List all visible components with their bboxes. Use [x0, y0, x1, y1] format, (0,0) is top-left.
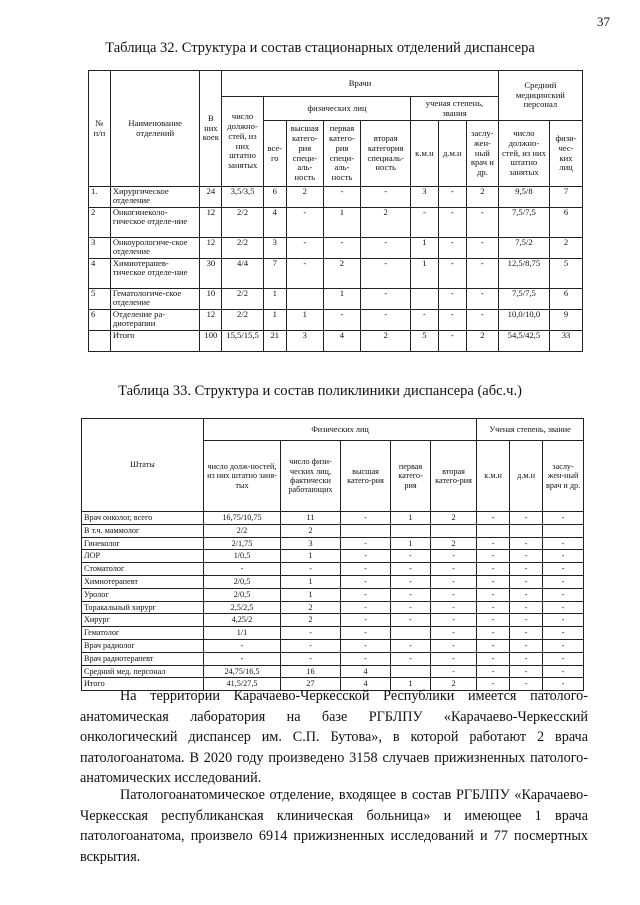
cell-name: Средний мед. персонал — [82, 665, 204, 678]
cell-first: 4 — [323, 331, 360, 352]
paragraph-pathology-lab: На территории Карачаево-Черкесской Республики имеется патолого-анатомическая лаборатория на базе РГБЛПУ «Карачаево-Черкесский онкологический диспансер им. С.П. Бутова», в которой работают 2 врача патологоанатома. В 2020 году произведено 3158 случаев прижизненных патолого-анатомических исследований. — [80, 688, 588, 786]
cell-first: 1 — [391, 512, 431, 525]
t32-head-dmn: д.м.н — [438, 121, 466, 187]
t32-head-first: первая катего-рия специ-аль-ность — [323, 121, 360, 187]
cell-num: 4 — [89, 259, 111, 289]
table-row — [82, 512, 584, 525]
t33-head-honored: заслу-жен-ный врач и др. — [543, 441, 584, 512]
cell-kmn: - — [477, 512, 510, 525]
cell-persons: 2 — [281, 524, 341, 537]
cell-highest: - — [341, 614, 391, 627]
cell-positions: - — [204, 639, 281, 652]
cell-highest: - — [341, 512, 391, 525]
t32-head-phys: физических лиц — [263, 97, 410, 121]
cell-second: - — [431, 550, 477, 563]
cell-kmn: - — [411, 208, 438, 238]
cell-kmn: - — [477, 601, 510, 614]
cell-total: 7 — [263, 259, 286, 289]
cell-persons: 2 — [281, 614, 341, 627]
t32-head-second: вторая категория специаль-ность — [361, 121, 411, 187]
table-row — [82, 575, 584, 588]
cell-persons: 1 — [281, 550, 341, 563]
t33-head-kmn: к.м.н — [477, 441, 510, 512]
cell-name: Химиотерапев-тическое отделе-ние — [110, 259, 200, 289]
cell-positions: 15,5/15,5 — [222, 331, 264, 352]
cell-positions: - — [204, 652, 281, 665]
cell-first: 2 — [323, 259, 360, 289]
cell-name: ЛОР — [82, 550, 204, 563]
cell-positions: 2/2 — [222, 208, 264, 238]
table-row — [82, 639, 584, 652]
cell-total: 1 — [263, 310, 286, 331]
cell-highest — [341, 524, 391, 537]
cell-honored: - — [543, 550, 584, 563]
cell-middle-phys: 6 — [550, 208, 583, 238]
table-row — [82, 627, 584, 640]
t32-head-middle-positions: число должно-стей, из них штатно занятых — [498, 121, 549, 187]
cell-positions: 1/0,5 — [204, 550, 281, 563]
cell-positions: 16,75/10,75 — [204, 512, 281, 525]
cell-second: - — [431, 563, 477, 576]
cell-positions: 4,25/2 — [204, 614, 281, 627]
cell-num: 6 — [89, 310, 111, 331]
cell-name: Итого — [110, 331, 200, 352]
cell-first — [391, 627, 431, 640]
cell-second: - — [361, 187, 411, 208]
cell-name: Торакальный хирург — [82, 601, 204, 614]
cell-middle-positions: 12,5/8,75 — [498, 259, 549, 289]
cell-dmn: - — [438, 289, 466, 310]
cell-highest: - — [341, 588, 391, 601]
t33-head-persons: число физи-ческих лиц, фактически работающих — [281, 441, 341, 512]
cell-name: Онкоурологиче-ское отделение — [110, 238, 200, 259]
cell-persons: - — [281, 639, 341, 652]
cell-positions: 41,5/27,5 — [204, 678, 281, 691]
cell-middle-phys: 9 — [550, 310, 583, 331]
cell-persons: 11 — [281, 512, 341, 525]
cell-middle-phys: 6 — [550, 289, 583, 310]
cell-persons: 2 — [281, 601, 341, 614]
cell-persons: 3 — [281, 537, 341, 550]
cell-num: 5 — [89, 289, 111, 310]
t32-head-doctors: Врачи — [222, 71, 498, 97]
cell-middle-positions: 7,5/2 — [498, 238, 549, 259]
cell-middle-positions: 10,0/10,0 — [498, 310, 549, 331]
cell-dmn: - — [510, 652, 543, 665]
cell-name: Гематолог — [82, 627, 204, 640]
cell-dmn: - — [510, 512, 543, 525]
cell-second: - — [361, 289, 411, 310]
table-row — [82, 537, 584, 550]
cell-name: Химиотерапевт — [82, 575, 204, 588]
cell-second: 2 — [361, 331, 411, 352]
cell-positions: 2/2 — [204, 524, 281, 537]
cell-highest: - — [286, 259, 323, 289]
cell-dmn: - — [510, 537, 543, 550]
cell-name: Итого — [82, 678, 204, 691]
table-row — [89, 208, 583, 238]
cell-honored: - — [467, 208, 499, 238]
table-row — [82, 614, 584, 627]
t33-head-highest: высшая катего-рия — [341, 441, 391, 512]
cell-name: Гематологиче-ское отделение — [110, 289, 200, 310]
cell-dmn: - — [438, 238, 466, 259]
cell-dmn: - — [510, 563, 543, 576]
cell-dmn: - — [438, 208, 466, 238]
cell-name: Отделение ра-диотерапии — [110, 310, 200, 331]
page-number: 37 — [597, 14, 610, 29]
t33-head-second: вторая катего-рия — [431, 441, 477, 512]
cell-name: Хирургическое отделение — [110, 187, 200, 208]
cell-kmn: - — [477, 575, 510, 588]
cell-first — [391, 665, 431, 678]
cell-positions: 1/1 — [204, 627, 281, 640]
cell-middle-phys: 2 — [550, 238, 583, 259]
paragraph-pathology-department: Патологоанатомическое отделение, входящее в состав РГБЛПУ «Карачаево-Черкесская республиканская клиническая больница» и имеющее 1 врача патологоанатома, произвело 6914 прижизненных исследований и 77 посмертных вскрытия. — [80, 787, 588, 865]
cell-dmn: - — [438, 310, 466, 331]
cell-name: Врач радиотерапевт — [82, 652, 204, 665]
cell-dmn: - — [510, 575, 543, 588]
cell-beds: 100 — [200, 331, 222, 352]
cell-name: Врач радиолог — [82, 639, 204, 652]
cell-persons: - — [281, 563, 341, 576]
cell-honored: - — [543, 588, 584, 601]
cell-name: Стоматолог — [82, 563, 204, 576]
cell-highest: 4 — [341, 665, 391, 678]
table-row — [82, 652, 584, 665]
table-row-total — [89, 331, 583, 352]
cell-name: Хирург — [82, 614, 204, 627]
table-row — [82, 601, 584, 614]
table-row — [89, 259, 583, 289]
t33-head-first: первая катего-рия — [391, 441, 431, 512]
cell-positions: 2/2 — [222, 289, 264, 310]
cell-second: - — [431, 652, 477, 665]
cell-dmn: - — [510, 639, 543, 652]
cell-second: - — [431, 639, 477, 652]
table-row — [82, 588, 584, 601]
cell-first: - — [391, 652, 431, 665]
table-row — [82, 563, 584, 576]
cell-persons: - — [281, 652, 341, 665]
table33-caption: Таблица 33. Структура и состав поликлиники диспансера (абс.ч.) — [118, 383, 522, 399]
cell-name: Онкогинеколо-гическое отделе-ние — [110, 208, 200, 238]
table33-polyclinic-staff — [81, 418, 584, 691]
cell-highest: - — [341, 639, 391, 652]
cell-first: 1 — [323, 208, 360, 238]
cell-kmn: 3 — [411, 187, 438, 208]
cell-honored: - — [543, 639, 584, 652]
cell-dmn: - — [510, 614, 543, 627]
cell-second: - — [431, 588, 477, 601]
cell-kmn: - — [477, 614, 510, 627]
cell-dmn: - — [438, 187, 466, 208]
cell-persons: 1 — [281, 575, 341, 588]
cell-second: - — [361, 259, 411, 289]
cell-persons: 27 — [281, 678, 341, 691]
cell-honored: - — [543, 652, 584, 665]
t33-head-positions: число долж-ностей, из них штатно заня-тых — [204, 441, 281, 512]
cell-second: - — [431, 627, 477, 640]
cell-second: 2 — [431, 512, 477, 525]
cell-kmn: - — [477, 627, 510, 640]
table-row — [89, 238, 583, 259]
t32-head-middle: Средний медицинский персонал — [498, 71, 582, 121]
cell-name: Уролог — [82, 588, 204, 601]
cell-positions: 3,5/3,5 — [222, 187, 264, 208]
cell-honored: - — [467, 310, 499, 331]
cell-first: - — [391, 563, 431, 576]
t32-head-highest: высшая катего-рия специ-аль-ность — [286, 121, 323, 187]
cell-positions: 2/0,5 — [204, 575, 281, 588]
cell-dmn: - — [510, 678, 543, 691]
cell-first: 1 — [391, 537, 431, 550]
cell-persons: 1 — [281, 588, 341, 601]
t32-head-beds: В них коек — [200, 71, 222, 187]
cell-positions: 2/0,5 — [204, 588, 281, 601]
cell-second: 2 — [431, 678, 477, 691]
cell-first: - — [391, 614, 431, 627]
cell-kmn: - — [477, 563, 510, 576]
cell-middle-positions: 54,5/42,5 — [498, 331, 549, 352]
t32-head-kmn: к.м.н — [411, 121, 438, 187]
cell-dmn: - — [510, 601, 543, 614]
cell-beds: 24 — [200, 187, 222, 208]
cell-second: 2 — [431, 537, 477, 550]
cell-highest: - — [341, 652, 391, 665]
cell-highest: 3 — [286, 331, 323, 352]
table-row — [89, 289, 583, 310]
cell-highest: - — [341, 575, 391, 588]
cell-num — [89, 331, 111, 352]
cell-middle-positions: 9,5/8 — [498, 187, 549, 208]
cell-kmn: - — [477, 537, 510, 550]
cell-total: 4 — [263, 208, 286, 238]
cell-kmn: 1 — [411, 259, 438, 289]
cell-num: 2 — [89, 208, 111, 238]
cell-second — [431, 524, 477, 537]
cell-kmn: - — [477, 588, 510, 601]
cell-middle-positions: 7,5/7,5 — [498, 208, 549, 238]
cell-honored: - — [467, 259, 499, 289]
t33-head-staff: Штаты — [82, 419, 204, 512]
cell-highest — [286, 289, 323, 310]
cell-second: - — [431, 614, 477, 627]
cell-honored: - — [543, 563, 584, 576]
cell-positions: 4/4 — [222, 259, 264, 289]
cell-first — [391, 524, 431, 537]
cell-first: 1 — [323, 289, 360, 310]
cell-honored: - — [543, 537, 584, 550]
t32-head-num: № п/п — [89, 71, 111, 187]
cell-kmn: - — [477, 550, 510, 563]
cell-second: - — [431, 601, 477, 614]
cell-beds: 12 — [200, 208, 222, 238]
t33-head-dmn: д.м.н — [510, 441, 543, 512]
table-row — [89, 310, 583, 331]
cell-total: 6 — [263, 187, 286, 208]
cell-dmn: - — [510, 588, 543, 601]
cell-total: 3 — [263, 238, 286, 259]
cell-total: 21 — [263, 331, 286, 352]
cell-honored: - — [467, 238, 499, 259]
cell-dmn: - — [510, 550, 543, 563]
cell-persons: 16 — [281, 665, 341, 678]
cell-dmn — [510, 524, 543, 537]
cell-highest: - — [341, 601, 391, 614]
cell-highest: 2 — [286, 187, 323, 208]
cell-positions: 2/2 — [222, 310, 264, 331]
cell-kmn: - — [477, 678, 510, 691]
cell-num: 3 — [89, 238, 111, 259]
cell-middle-phys: 33 — [550, 331, 583, 352]
table-row — [82, 550, 584, 563]
cell-dmn: - — [438, 259, 466, 289]
cell-first: - — [391, 588, 431, 601]
cell-highest: - — [286, 238, 323, 259]
t32-head-staff-positions: число должно-стей, из них штатно занятых — [222, 97, 264, 187]
cell-highest: 4 — [341, 678, 391, 691]
cell-middle-phys: 7 — [550, 187, 583, 208]
cell-dmn: - — [510, 665, 543, 678]
cell-positions: 2,5/2,5 — [204, 601, 281, 614]
cell-honored: - — [543, 575, 584, 588]
cell-first: - — [323, 310, 360, 331]
cell-middle-positions: 7,5/7,5 — [498, 289, 549, 310]
cell-first: - — [391, 639, 431, 652]
cell-second: 2 — [361, 208, 411, 238]
cell-beds: 30 — [200, 259, 222, 289]
cell-beds: 12 — [200, 238, 222, 259]
table-row — [82, 665, 584, 678]
cell-highest: - — [286, 208, 323, 238]
table32-inpatient-departments — [88, 70, 583, 352]
cell-positions: 2/1,75 — [204, 537, 281, 550]
t32-head-middle-phys: физи-чес-ких лиц — [550, 121, 583, 187]
table-row — [89, 187, 583, 208]
t33-head-degree: Ученая степень, звание — [477, 419, 584, 441]
cell-honored: - — [543, 665, 584, 678]
cell-first: - — [391, 550, 431, 563]
cell-kmn: - — [477, 639, 510, 652]
cell-second: - — [431, 575, 477, 588]
cell-second: - — [431, 665, 477, 678]
cell-kmn — [477, 524, 510, 537]
cell-positions: - — [204, 563, 281, 576]
cell-kmn: - — [477, 665, 510, 678]
t32-head-degree: ученая степень, звания — [411, 97, 498, 121]
cell-highest: - — [341, 563, 391, 576]
cell-beds: 10 — [200, 289, 222, 310]
cell-dmn: - — [510, 627, 543, 640]
cell-dmn: - — [438, 331, 466, 352]
cell-first: 1 — [391, 678, 431, 691]
cell-first: - — [323, 187, 360, 208]
t32-head-total: все-го — [263, 121, 286, 187]
cell-middle-phys: 5 — [550, 259, 583, 289]
t33-head-phys: Физических лиц — [204, 419, 477, 441]
cell-positions: 24,75/16,5 — [204, 665, 281, 678]
cell-honored: - — [543, 627, 584, 640]
cell-second: - — [361, 238, 411, 259]
table32-caption: Таблица 32. Структура и состав стационарных отделений диспансера — [105, 40, 535, 56]
cell-honored: - — [467, 289, 499, 310]
t32-head-honored: заслу-жен-ный врач и др. — [467, 121, 499, 187]
cell-num: 1. — [89, 187, 111, 208]
cell-highest: - — [341, 627, 391, 640]
cell-kmn: 5 — [411, 331, 438, 352]
cell-honored — [543, 524, 584, 537]
cell-first: - — [323, 238, 360, 259]
cell-name: В т.ч. маммолог — [82, 524, 204, 537]
cell-persons: - — [281, 627, 341, 640]
cell-honored: 2 — [467, 187, 499, 208]
cell-positions: 2/2 — [222, 238, 264, 259]
table-row — [82, 524, 584, 537]
cell-highest: 1 — [286, 310, 323, 331]
cell-honored: - — [543, 512, 584, 525]
cell-kmn: 1 — [411, 238, 438, 259]
cell-highest: - — [341, 550, 391, 563]
cell-kmn — [411, 289, 438, 310]
cell-honored: - — [543, 678, 584, 691]
cell-honored: - — [543, 614, 584, 627]
t32-head-name: Наименование отделений — [110, 71, 200, 187]
cell-kmn: - — [411, 310, 438, 331]
cell-honored: - — [543, 601, 584, 614]
cell-first: - — [391, 601, 431, 614]
cell-name: Гинеколог — [82, 537, 204, 550]
cell-highest: - — [341, 537, 391, 550]
cell-kmn: - — [477, 652, 510, 665]
cell-honored: 2 — [467, 331, 499, 352]
cell-beds: 12 — [200, 310, 222, 331]
cell-name: Врач онколог, всего — [82, 512, 204, 525]
cell-first: - — [391, 575, 431, 588]
cell-total: 1 — [263, 289, 286, 310]
cell-second: - — [361, 310, 411, 331]
